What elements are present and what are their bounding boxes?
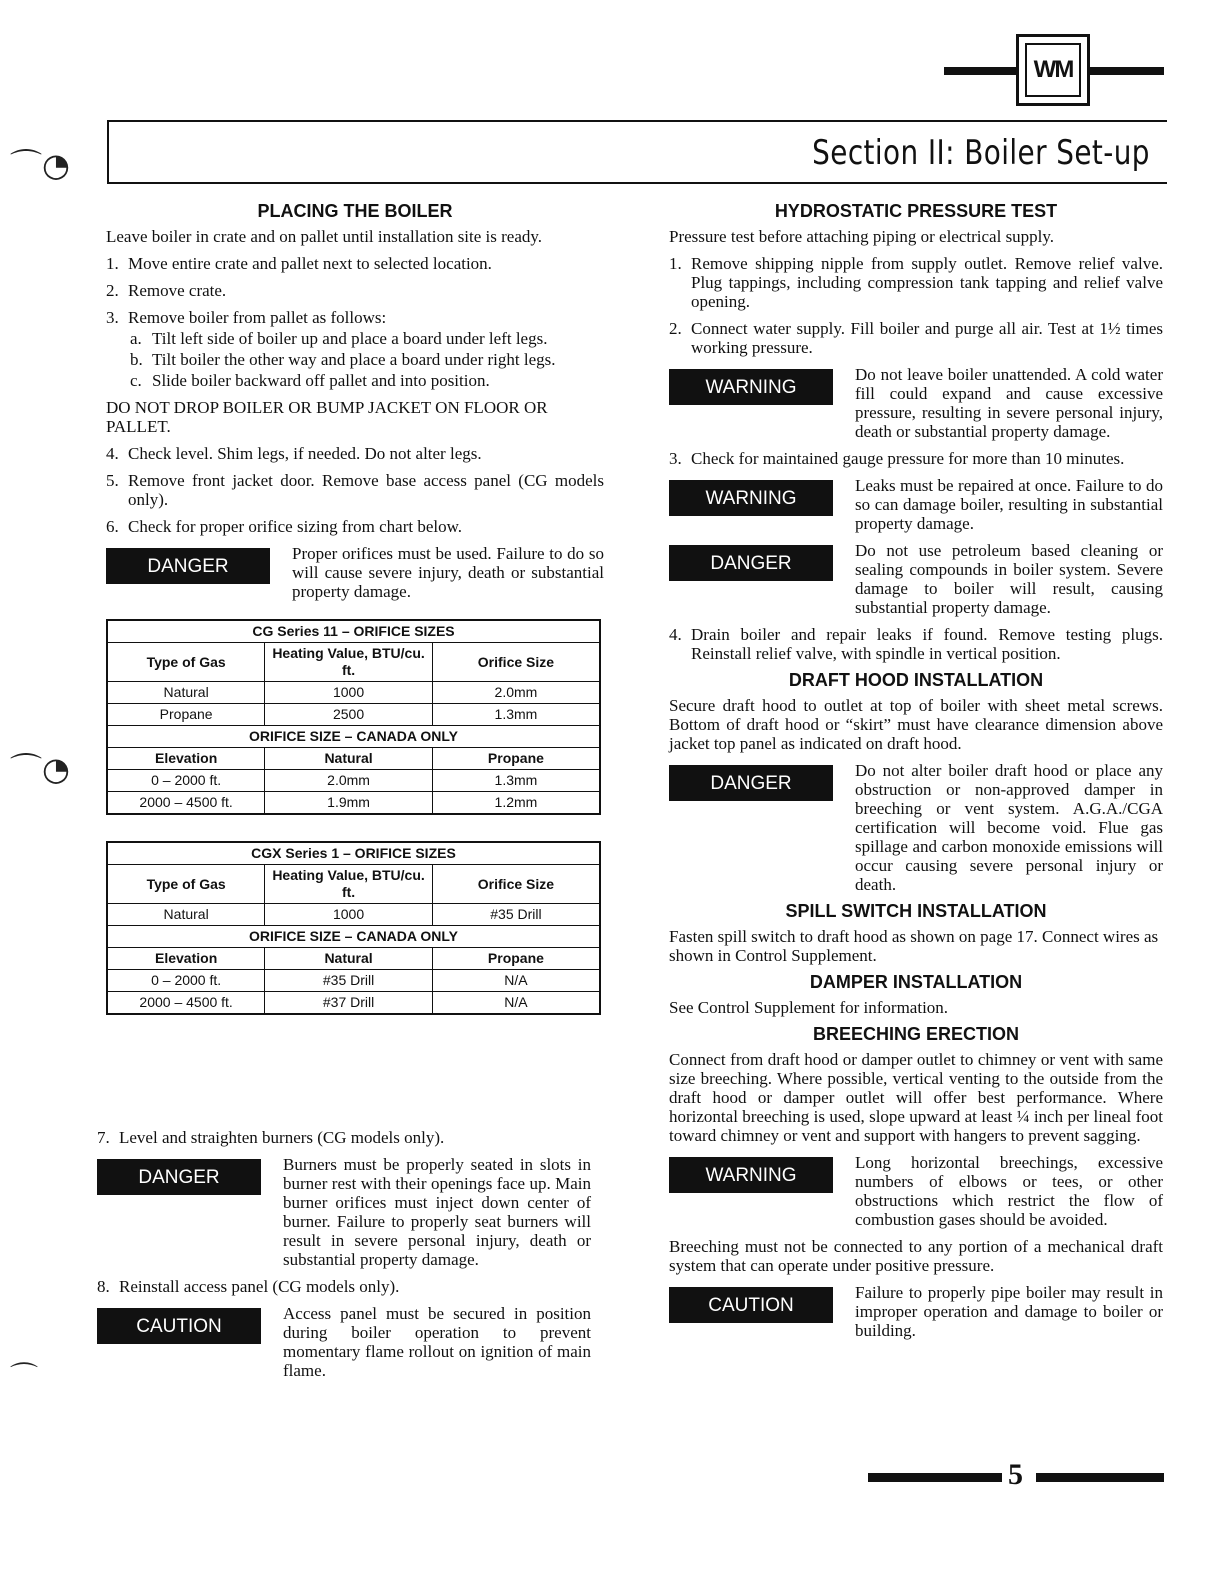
list-item: 5. Remove front jacket door. Remove base access panel (CG models only). (106, 471, 604, 509)
column-header: Orifice Size (432, 643, 600, 682)
danger-text: Do not alter boiler draft hood or place any obstruction or non-approved damper in breeching or vent system. A.G.A./CGA certification will become void. Flue gas spillage and carbon monoxide emissions will occur causing severe personal injury or death. (855, 761, 1163, 894)
warning-badge: WARNING (669, 480, 833, 516)
caution-badge: CAUTION (97, 1308, 261, 1344)
table-row: Propane 2500 1.3mm (107, 704, 600, 726)
damper-text: See Control Supplement for information. (669, 998, 949, 1017)
column-header: Propane (432, 748, 600, 770)
placing-heading: PLACING THE BOILER (257, 201, 453, 221)
danger-badge: DANGER (669, 765, 833, 801)
draft-text: Secure draft hood to outlet at top of boiler with sheet metal screws. Bottom of draft hood or “skirt” must have clearance dimension above jacket top panel as indicated on draft hood. (669, 696, 1163, 753)
table-title: CGX Series 1 – ORIFICE SIZES (107, 842, 600, 865)
footer-rule-left (868, 1473, 1002, 1482)
table-row: 2000 – 4500 ft. 1.9mm 1.2mm (107, 792, 600, 815)
column-header: Natural (265, 948, 433, 970)
page-number: 5 (1008, 1458, 1023, 1491)
danger-callout (106, 544, 604, 601)
danger-badge: DANGER (669, 545, 833, 581)
column-header: Type of Gas (107, 643, 265, 682)
table-title: CG Series 11 – ORIFICE SIZES (107, 620, 600, 643)
column-header: Propane (432, 948, 600, 970)
caution-callout (669, 1283, 1163, 1340)
draft-heading: DRAFT HOOD INSTALLATION (788, 670, 1044, 690)
list-item: 3. Remove boiler from pallet as follows: (106, 308, 387, 327)
spill-heading: SPILL SWITCH INSTALLATION (785, 901, 1047, 921)
warning-badge: WARNING (669, 1157, 833, 1193)
logo-mark: WM (1025, 43, 1081, 97)
cgx-orifice-table (106, 841, 601, 1015)
warning-text: Long horizontal breechings, excessive numbers of elbows or tees, or other obstructions which restrict the flow of combustion gases should be avoided. (855, 1153, 1163, 1229)
list-item: 4. Check level. Shim legs, if needed. Do not alter legs. (106, 444, 482, 463)
section-title: Section II: Boiler Set-up (812, 133, 1150, 173)
table-row: 0 – 2000 ft. #35 Drill N/A (107, 970, 600, 992)
right-column (669, 202, 1163, 1348)
cg-orifice-table (106, 619, 601, 815)
warning-callout (669, 1153, 1163, 1229)
column-header: Elevation (107, 748, 265, 770)
header-rule-right (1090, 67, 1164, 75)
column-header: Natural (265, 748, 433, 770)
hole-punch-mark: ⌒◔ (10, 750, 70, 788)
left-column-lower (97, 1128, 591, 1388)
breeching-heading: BREECHING ERECTION (812, 1024, 1019, 1044)
canada-subtitle: ORIFICE SIZE – CANADA ONLY (107, 926, 600, 948)
left-column (106, 202, 604, 1015)
table-row: 0 – 2000 ft. 2.0mm 1.3mm (107, 770, 600, 792)
caution-text: Access panel must be secured in position during boiler operation to prevent momentary flame rollout on ignition of main flame. (283, 1304, 591, 1380)
danger-text: Do not use petroleum based cleaning or sealing compounds in boiler system. Severe damage to boiler will result, causing substantial property damage. (855, 541, 1163, 617)
warning-callout (669, 476, 1163, 533)
hole-punch-mark: ⌒◔ (10, 146, 70, 184)
caution-badge: CAUTION (669, 1287, 833, 1323)
list-item: 4. Drain boiler and repair leaks if found. Remove testing plugs. Reinstall relief valve, with spindle in vertical position. (669, 625, 1163, 663)
column-header: Heating Value, BTU/cu. ft. (265, 643, 433, 682)
warning-text: Leaks must be repaired at once. Failure to do so can damage boiler, resulting in substantial property damage. (855, 476, 1163, 533)
list-item: 3. Check for maintained gauge pressure for more than 10 minutes. (669, 449, 1125, 468)
placing-intro: Leave boiler in crate and on pallet until installation site is ready. (106, 227, 543, 246)
drop-notice: DO NOT DROP BOILER OR BUMP JACKET ON FLOOR OR PALLET. (106, 398, 548, 436)
warning-badge: WARNING (669, 369, 833, 405)
danger-text: Burners must be properly seated in slots in burner rest with their openings face up. Main burner orifices must inject down center of burner. Failure to properly seat burners will result in severe personal injury, death or substantial property damage. (283, 1155, 591, 1269)
list-item: 1. Move entire crate and pallet next to selected location. (106, 254, 492, 273)
danger-badge: DANGER (97, 1159, 261, 1195)
warning-callout (669, 365, 1163, 441)
canada-subtitle: ORIFICE SIZE – CANADA ONLY (107, 726, 600, 748)
damper-heading: DAMPER INSTALLATION (809, 972, 1023, 992)
hydro-intro: Pressure test before attaching piping or electrical supply. (669, 227, 1055, 246)
table-row: Natural 1000 2.0mm (107, 682, 600, 704)
caution-text: Failure to properly pipe boiler may result in improper operation and damage to boiler or building. (855, 1283, 1163, 1340)
list-item: 6. Check for proper orifice sizing from chart below. (106, 517, 463, 536)
breeching-text: Connect from draft hood or damper outlet to chimney or vent with same size breeching. Where possible, vertical venting to the outside from the draft hood or damper outlet will offer best performance. Where horizontal breeching is used, slope upward at least ¼ inch per lineal foot toward chimney or vent and support with hangers to prevent sagging. (669, 1050, 1163, 1145)
column-header: Type of Gas (107, 865, 265, 904)
hole-punch-mark: ⌒ (10, 1360, 39, 1393)
list-item: 1. Remove shipping nipple from supply outlet. Remove relief valve. Plug tappings, including compression tank tapping and relief valve opening. (669, 254, 1163, 311)
list-item: 7. Level and straighten burners (CG models only). (97, 1128, 445, 1147)
hydro-heading: HYDROSTATIC PRESSURE TEST (774, 201, 1058, 221)
list-item: 2. Remove crate. (106, 281, 227, 300)
list-item: 2. Connect water supply. Fill boiler and purge all air. Test at 1½ times working pressure. (669, 319, 1163, 357)
sub-item: b. Tilt boiler the other way and place a board under right legs. (130, 350, 556, 369)
breeching-text-2: Breeching must not be connected to any portion of a mechanical draft system that can operate under positive pressure. (669, 1237, 1163, 1275)
column-header: Heating Value, BTU/cu. ft. (265, 865, 433, 904)
danger-callout (669, 541, 1163, 617)
list-item: 8. Reinstall access panel (CG models only). (97, 1277, 400, 1296)
caution-callout (97, 1304, 591, 1380)
header-rule-left (944, 67, 1016, 75)
column-header: Orifice Size (432, 865, 600, 904)
column-header: Elevation (107, 948, 265, 970)
warning-text: Do not leave boiler unattended. A cold water fill could expand and cause excessive pressure, resulting in severe personal injury, death or substantial property damage. (855, 365, 1163, 441)
table-row: 2000 – 4500 ft. #37 Drill N/A (107, 992, 600, 1015)
danger-text: Proper orifices must be used. Failure to do so will cause severe injury, death or substantial property damage. (292, 544, 604, 601)
company-logo (1016, 34, 1090, 106)
footer-rule-right (1036, 1473, 1164, 1482)
danger-callout (97, 1155, 591, 1269)
sub-item: a. Tilt left side of boiler up and place a board under left legs. (130, 329, 548, 348)
table-row: Natural 1000 #35 Drill (107, 904, 600, 926)
danger-callout (669, 761, 1163, 894)
spill-text: Fasten spill switch to draft hood as shown on page 17. Connect wires as shown in Control Supplement. (669, 927, 1159, 965)
danger-badge: DANGER (106, 548, 270, 584)
sub-item: c. Slide boiler backward off pallet and into position. (130, 371, 490, 390)
